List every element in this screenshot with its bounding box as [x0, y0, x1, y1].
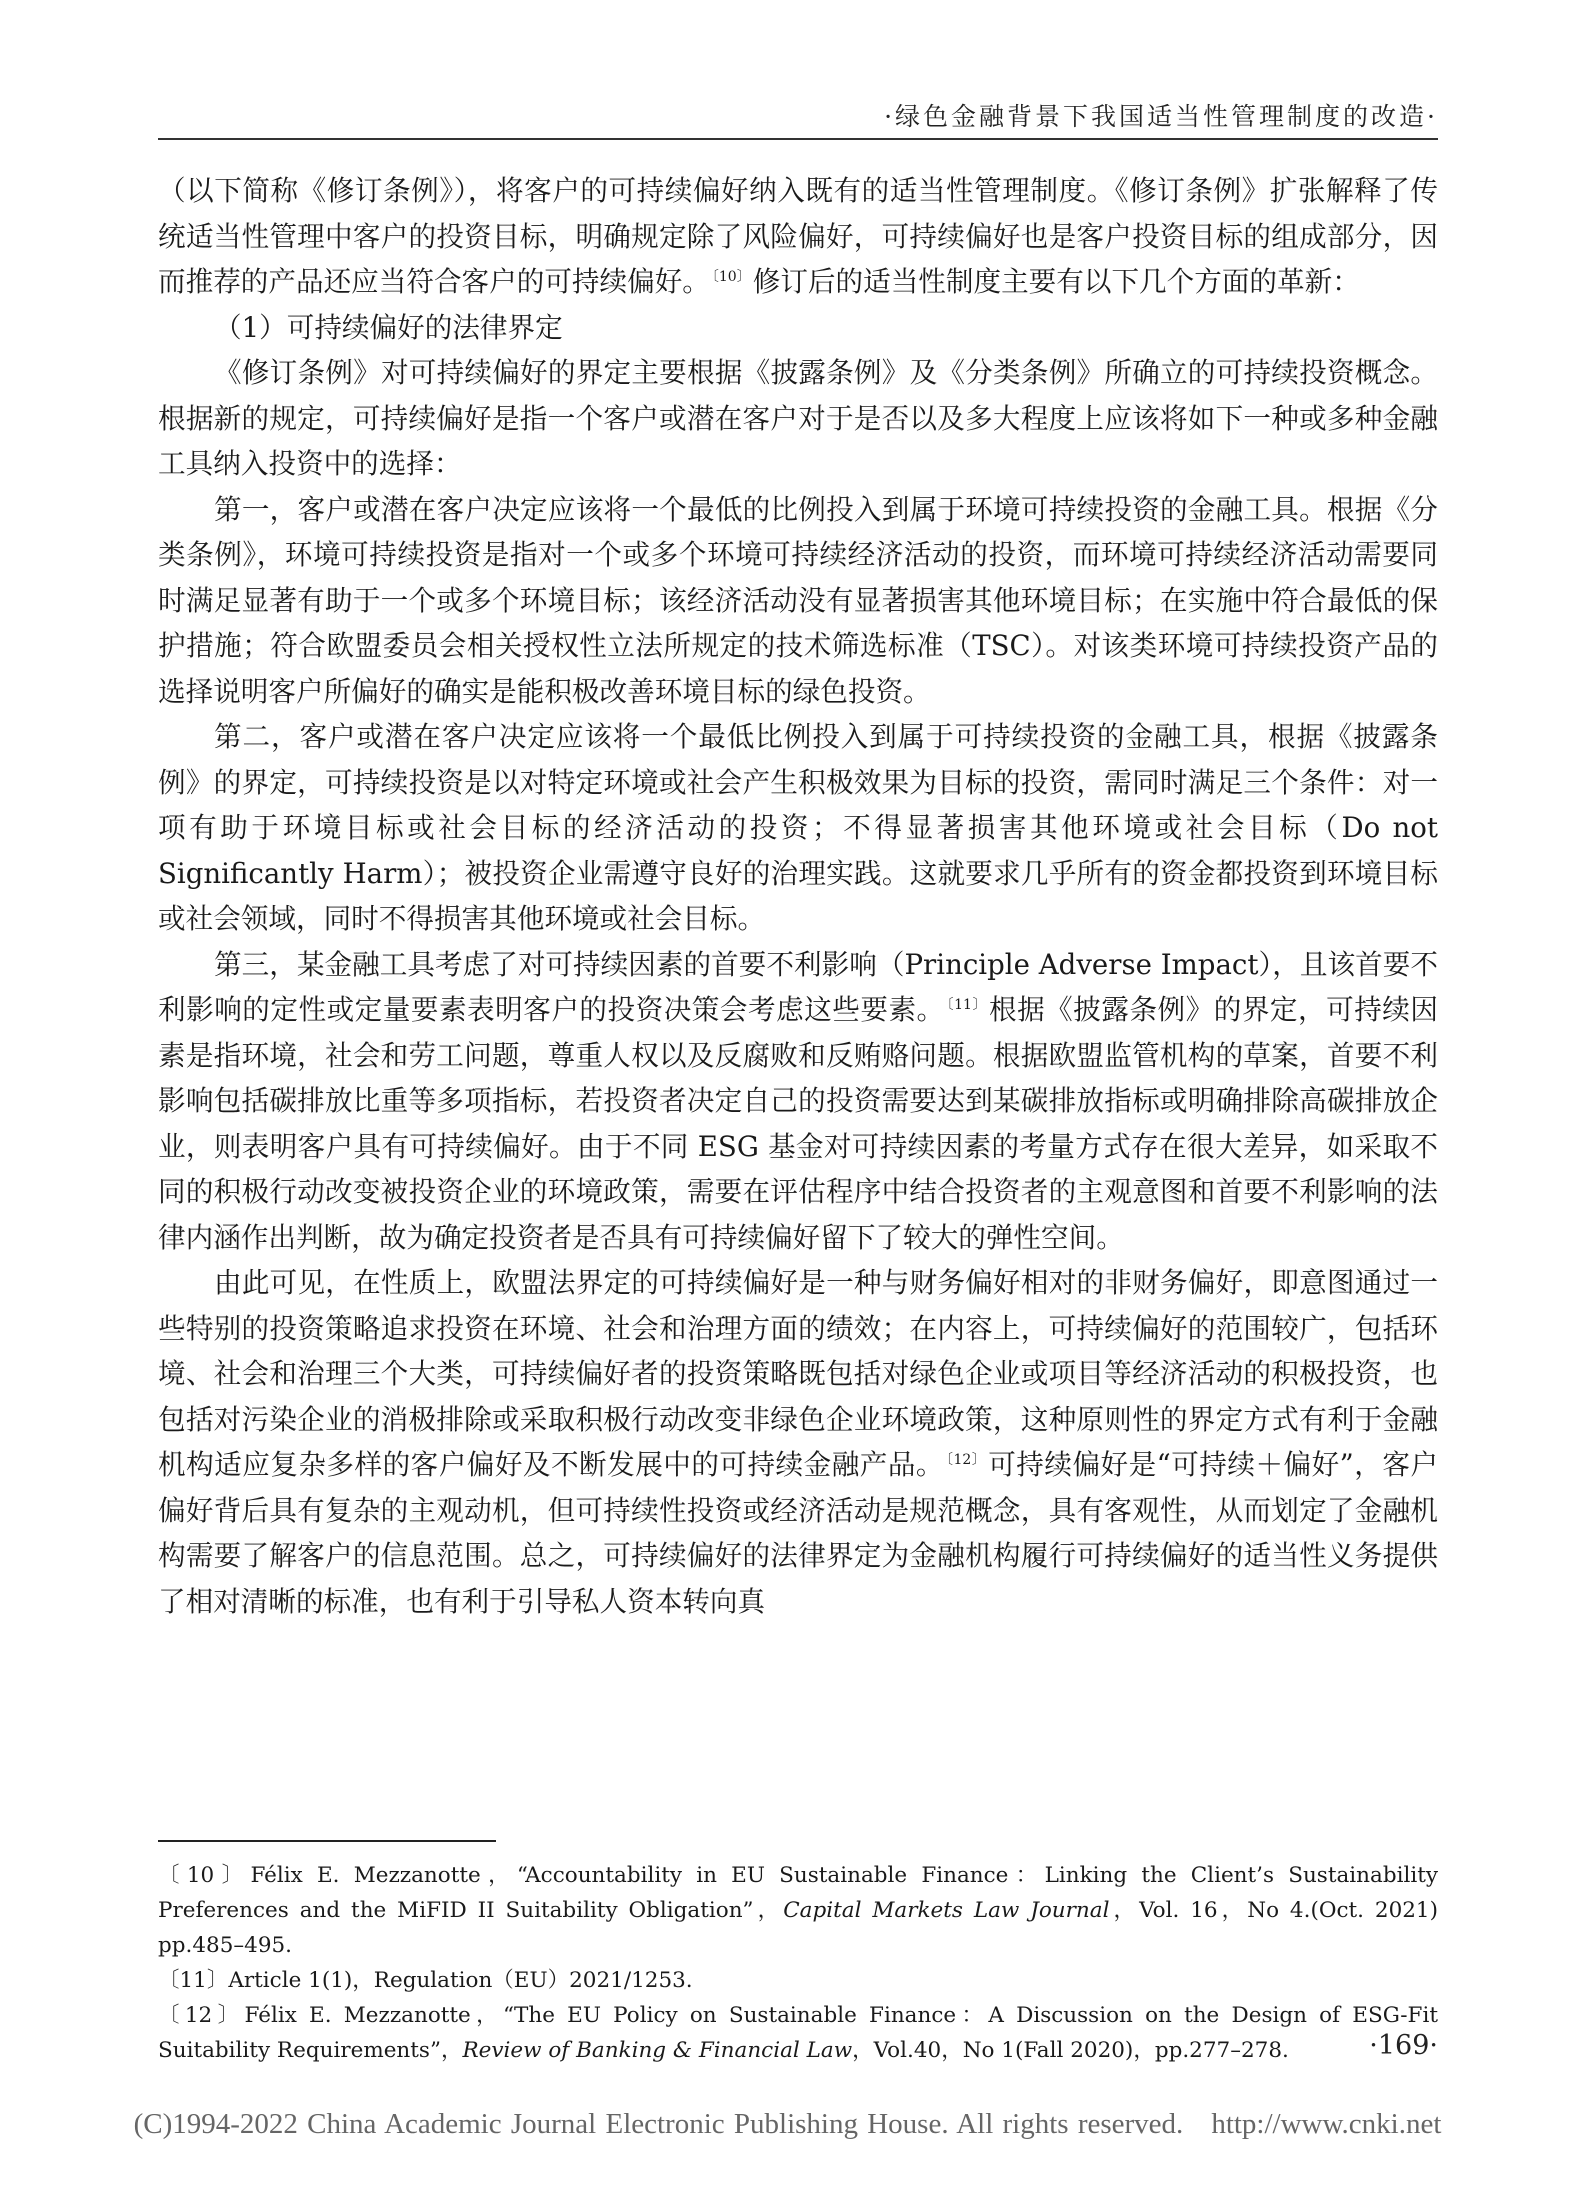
- running-title: ·绿色金融背景下我国适当性管理制度的改造·: [884, 102, 1438, 131]
- footnote-11: 〔11〕Article 1(1)，Regulation（EU）2021/1253.: [158, 1968, 693, 1993]
- copyright-text: (C)1994-2022 China Academic Journal Electronic Publishing House. All rights reserved.: [133, 2108, 1184, 2140]
- article-body: [158, 168, 1438, 1624]
- paragraph-4: 第二，客户或潜在客户决定应该将一个最低比例投入到属于可持续投资的金融工具，根据《披露条例》的界定，可持续投资是以对特定环境或社会产生积极效果为目标的投资，需同时满足三个条件：对一项有助于环境目标或社会目标的经济活动的投资；不得显著损害其他环境或社会目标（Do not Significantly Harm）；被投资企业需遵守良好的治理实践。这就要求几乎所有的资金都投资到环境目标或社会领域，同时不得损害其他环境或社会目标。: [158, 720, 1438, 935]
- section-subheading: （1）可持续偏好的法律界定: [214, 310, 563, 344]
- footnote-ref-10[interactable]: 〔10〕: [711, 269, 751, 285]
- footnote-rule: [158, 1840, 496, 1842]
- paragraph-2: 《修订条例》对可持续偏好的界定主要根据《披露条例》及《分类条例》所确立的可持续投资概念。根据新的规定，可持续偏好是指一个客户或潜在客户对于是否以及多大程度上应该将如下一种或多种金融工具纳入投资中的选择：: [158, 356, 1438, 480]
- copyright-footer: [0, 2108, 1575, 2141]
- footnote-ref-11[interactable]: 〔11〕: [946, 997, 987, 1013]
- footnote-12: 〔12〕Félix E. Mezzanotte，“The EU Policy on Sustainable Finance：A Discussion on the Design of ESG-Fit Suitability Requirements”，Review of Banking & Financial Law，Vol.40，No 1(Fall 2020)，pp.277–278.: [158, 2003, 1438, 2063]
- paragraph-1: （以下简称《修订条例》），将客户的可持续偏好纳入既有的适当性管理制度。《修订条例》扩张解释了传统适当性管理中客户的投资目标，明确规定除了风险偏好，可持续偏好也是客户投资目标的组成部分，因而推荐的产品还应当符合客户的可持续偏好。 $^{〔10〕}$修订后的适当性制度主要有以下几个方面的革新：: [158, 174, 1438, 298]
- footnote-ref-12[interactable]: 〔12〕: [945, 1452, 987, 1468]
- paragraph-5: 第三，某金融工具考虑了对可持续因素的首要不利影响（Principle Adverse Impact），且该首要不利影响的定性或定量要素表明客户的投资决策会考虑这些要素。 $^{〔11〕}$根据《披露条例》的界定，可持续因素是指环境，社会和劳工问题，尊重人权以及反腐败和反贿赂问题。根据欧盟监管机构的草案，首要不利影响包括碳排放比重等多项指标，若投资者决定自己的投资需要达到某碳排放指标或明确排除高碳排放企业，则表明客户具有可持续偏好。由于不同 ESG 基金对可持续因素的考量方式存在很大差异，如采取不同的积极行动改变被投资企业的环境政策，需要在评估程序中结合投资者的主观意图和首要不利影响的法律内涵作出判断，故为确定投资者是否具有可持续偏好留下了较大的弹性空间。: [158, 947, 1438, 1254]
- footnote-10: 〔10〕Félix E. Mezzanotte，“Accountability in EU Sustainable Finance：Linking the Client’s Sustainability Preferences and the MiFID II Suitability Obligation”，Capital Markets Law Journal，Vol. 16，No 4.(Oct. 2021) pp.485–495.: [158, 1863, 1438, 1958]
- journal-title: Capital Markets Law Journal: [783, 1898, 1110, 1923]
- paragraph-3: 第一，客户或潜在客户决定应该将一个最低的比例投入到属于环境可持续投资的金融工具。根据《分类条例》，环境可持续投资是指对一个或多个环境可持续经济活动的投资，而环境可持续经济活动需要同时满足显著有助于一个或多个环境目标；该经济活动没有显著损害其他环境目标；在实施中符合最低的保护措施；符合欧盟委员会相关授权性立法所规定的技术筛选标准（TSC）。对该类环境可持续投资产品的选择说明客户所偏好的确实是能积极改善环境目标的绿色投资。: [158, 492, 1438, 708]
- footnotes: [158, 1858, 1438, 2068]
- page-number: ·169·: [1369, 2030, 1438, 2061]
- cnki-link[interactable]: http://www.cnki.net: [1211, 2108, 1442, 2140]
- journal-title: Review of Banking & Financial Law: [462, 2038, 853, 2063]
- paragraph-6: 由此可见，在性质上，欧盟法界定的可持续偏好是一种与财务偏好相对的非财务偏好，即意图通过一些特别的投资策略追求投资在环境、社会和治理方面的绩效；在内容上，可持续偏好的范围较广，包括环境、社会和治理三个大类，可持续偏好者的投资策略既包括对绿色企业或项目等经济活动的积极投资，也包括对污染企业的消极排除或采取积极行动改变非绿色企业环境政策，这种原则性的界定方式有利于金融机构适应复杂多样的客户偏好及不断发展中的可持续金融产品。 $^{〔12〕}$可持续偏好是“可持续＋偏好”，客户偏好背后具有复杂的主观动机，但可持续性投资或经济活动是规范概念，具有客观性，从而划定了金融机构需要了解客户的信息范围。总之，可持续偏好的法律界定为金融机构履行可持续偏好的适当性义务提供了相对清晰的标准，也有利于引导私人资本转向真: [158, 1266, 1438, 1618]
- header-rule: [158, 138, 1438, 140]
